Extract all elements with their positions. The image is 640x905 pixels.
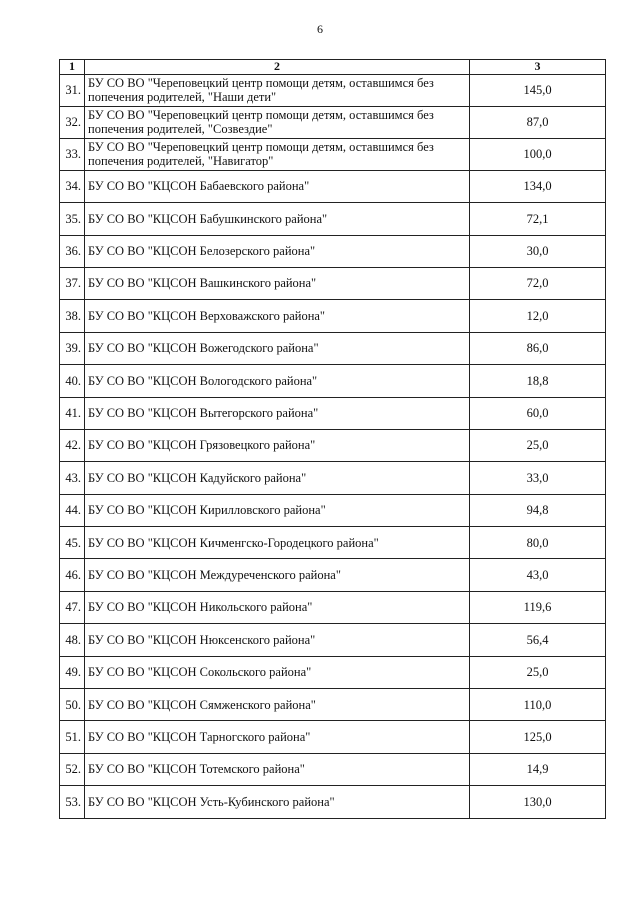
row-number: 35.	[60, 203, 85, 235]
row-value: 25,0	[470, 656, 606, 688]
row-number: 32.	[60, 106, 85, 138]
institution-name: БУ СО ВО "Череповецкий центр помощи детям, оставшимся без попечения родителей, "Созвездие"	[85, 106, 470, 138]
institution-name: БУ СО ВО "КЦСОН Междуреченского района"	[85, 559, 470, 591]
institution-name: БУ СО ВО "КЦСОН Никольского района"	[85, 591, 470, 623]
row-value: 43,0	[470, 559, 606, 591]
header-col-2: 2	[85, 60, 470, 75]
row-number: 46.	[60, 559, 85, 591]
table-row	[60, 462, 606, 494]
row-value: 14,9	[470, 753, 606, 785]
institution-name: БУ СО ВО "КЦСОН Сямженского района"	[85, 689, 470, 721]
row-number: 49.	[60, 656, 85, 688]
table-row	[60, 74, 606, 106]
table-row	[60, 267, 606, 299]
row-number: 31.	[60, 74, 85, 106]
row-value: 145,0	[470, 74, 606, 106]
row-number: 34.	[60, 170, 85, 202]
institution-name: БУ СО ВО "Череповецкий центр помощи детям, оставшимся без попечения родителей, "Наши дети"	[85, 74, 470, 106]
table-row	[60, 494, 606, 526]
header-col-3: 3	[470, 60, 606, 75]
table-row	[60, 527, 606, 559]
row-number: 38.	[60, 300, 85, 332]
row-value: 25,0	[470, 429, 606, 461]
row-number: 43.	[60, 462, 85, 494]
institution-name: БУ СО ВО "КЦСОН Нюксенского района"	[85, 624, 470, 656]
institution-name: БУ СО ВО "КЦСОН Верховажского района"	[85, 300, 470, 332]
table-row	[60, 429, 606, 461]
institution-name: БУ СО ВО "КЦСОН Усть-Кубинского района"	[85, 786, 470, 818]
row-number: 42.	[60, 429, 85, 461]
institution-name: БУ СО ВО "КЦСОН Тотемского района"	[85, 753, 470, 785]
table-row	[60, 170, 606, 202]
row-value: 72,1	[470, 203, 606, 235]
table-row	[60, 656, 606, 688]
row-number: 39.	[60, 332, 85, 364]
institution-name: БУ СО ВО "КЦСОН Бабушкинского района"	[85, 203, 470, 235]
table-row	[60, 300, 606, 332]
header-col-1: 1	[60, 60, 85, 75]
row-number: 45.	[60, 527, 85, 559]
row-number: 41.	[60, 397, 85, 429]
institution-name: БУ СО ВО "КЦСОН Кичменгско-Городецкого района"	[85, 527, 470, 559]
row-number: 53.	[60, 786, 85, 818]
table-row	[60, 397, 606, 429]
institution-name: БУ СО ВО "Череповецкий центр помощи детям, оставшимся без попечения родителей, "Навигатор"	[85, 138, 470, 170]
table-row	[60, 332, 606, 364]
row-value: 125,0	[470, 721, 606, 753]
institution-name: БУ СО ВО "КЦСОН Сокольского района"	[85, 656, 470, 688]
row-number: 44.	[60, 494, 85, 526]
row-number: 52.	[60, 753, 85, 785]
row-value: 110,0	[470, 689, 606, 721]
row-value: 30,0	[470, 235, 606, 267]
table-header-row	[60, 60, 606, 75]
table-row	[60, 689, 606, 721]
table-row	[60, 106, 606, 138]
row-number: 36.	[60, 235, 85, 267]
institution-name: БУ СО ВО "КЦСОН Вожегодского района"	[85, 332, 470, 364]
row-number: 48.	[60, 624, 85, 656]
row-value: 18,8	[470, 365, 606, 397]
row-number: 37.	[60, 267, 85, 299]
table-row	[60, 365, 606, 397]
row-number: 40.	[60, 365, 85, 397]
row-value: 130,0	[470, 786, 606, 818]
row-value: 33,0	[470, 462, 606, 494]
row-number: 47.	[60, 591, 85, 623]
allocation-table	[59, 59, 606, 819]
row-number: 33.	[60, 138, 85, 170]
table-row	[60, 786, 606, 818]
page-number: 6	[317, 22, 323, 36]
table-row	[60, 753, 606, 785]
row-value: 80,0	[470, 527, 606, 559]
row-value: 86,0	[470, 332, 606, 364]
row-value: 12,0	[470, 300, 606, 332]
institution-name: БУ СО ВО "КЦСОН Белозерского района"	[85, 235, 470, 267]
row-value: 134,0	[470, 170, 606, 202]
institution-name: БУ СО ВО "КЦСОН Вашкинского района"	[85, 267, 470, 299]
row-value: 87,0	[470, 106, 606, 138]
table-row	[60, 624, 606, 656]
table-row	[60, 591, 606, 623]
row-value: 60,0	[470, 397, 606, 429]
row-number: 50.	[60, 689, 85, 721]
institution-name: БУ СО ВО "КЦСОН Кирилловского района"	[85, 494, 470, 526]
table-row	[60, 235, 606, 267]
institution-name: БУ СО ВО "КЦСОН Грязовецкого района"	[85, 429, 470, 461]
row-value: 56,4	[470, 624, 606, 656]
row-number: 51.	[60, 721, 85, 753]
institution-name: БУ СО ВО "КЦСОН Тарногского района"	[85, 721, 470, 753]
institution-name: БУ СО ВО "КЦСОН Кадуйского района"	[85, 462, 470, 494]
institution-name: БУ СО ВО "КЦСОН Вытегорского района"	[85, 397, 470, 429]
row-value: 72,0	[470, 267, 606, 299]
table-row	[60, 559, 606, 591]
table-row	[60, 138, 606, 170]
table-row	[60, 721, 606, 753]
institution-name: БУ СО ВО "КЦСОН Бабаевского района"	[85, 170, 470, 202]
table-row	[60, 203, 606, 235]
row-value: 94,8	[470, 494, 606, 526]
row-value: 119,6	[470, 591, 606, 623]
row-value: 100,0	[470, 138, 606, 170]
institution-name: БУ СО ВО "КЦСОН Вологодского района"	[85, 365, 470, 397]
